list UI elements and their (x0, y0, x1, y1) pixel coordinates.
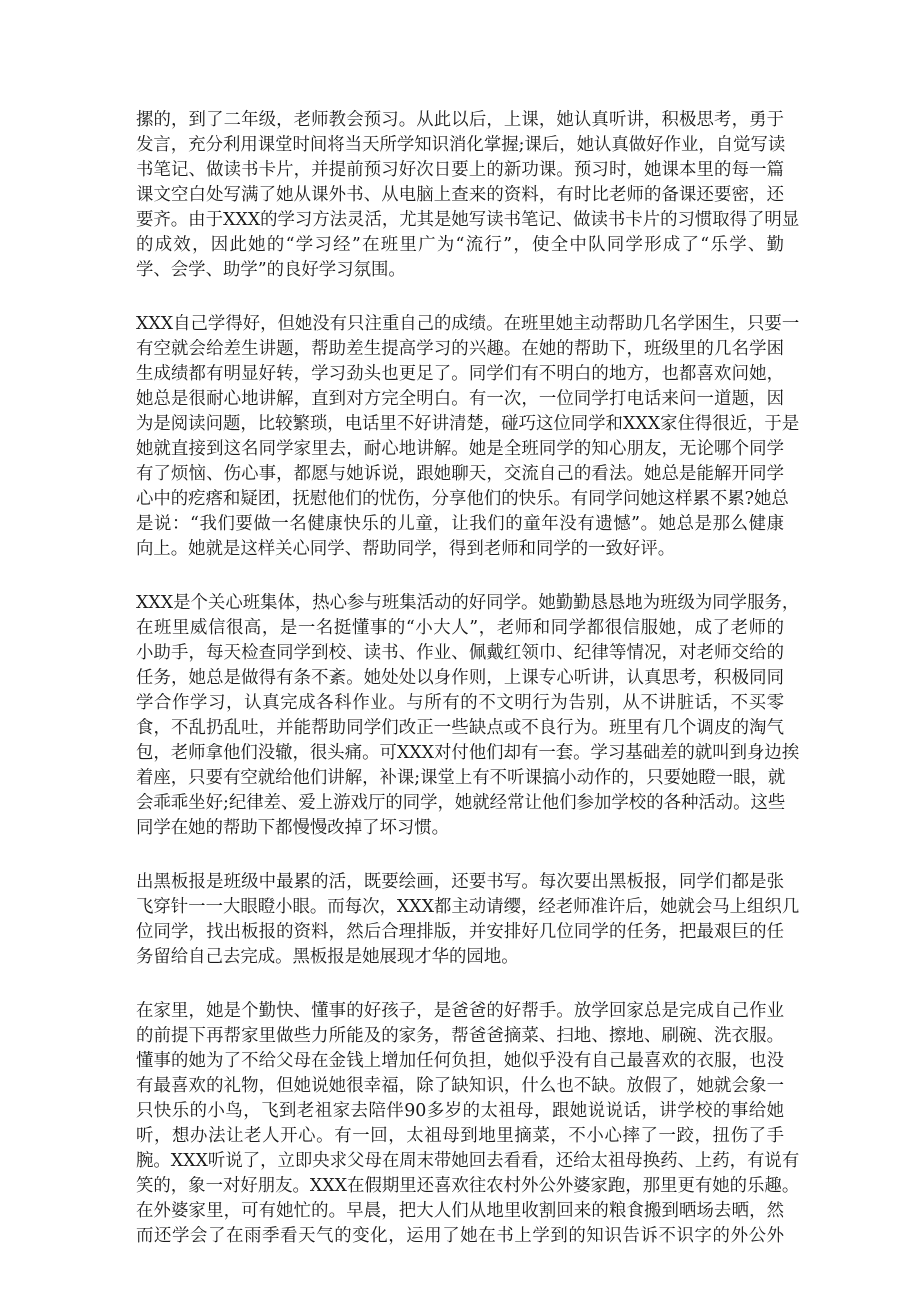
text-line: 有最喜欢的礼物，但她说她很幸福，除了缺知识，什么也不缺。放假了，她就会象一 (136, 1076, 784, 1096)
text-line: 有了烦恼、伤心事，都愿与她诉说，跟她聊天，交流自己的看法。她总是能解开同学 (136, 464, 784, 484)
text-line: 有空就会给差生讲题，帮助差生提高学习的兴趣。在她的帮助下，班级里的几名学困 (136, 339, 784, 359)
text-line: 为是阅读问题，比较繁琐，电话里不好讲清楚，碰巧这位同学和XXX家住得很近，于是 (136, 414, 800, 434)
text-line: 向上。她就是这样关心同学、帮助同学，得到老师和同学的一致好评。 (136, 539, 676, 559)
text-line: 她就直接到这名同学家里去，耐心地讲解。她是全班同学的知心朋友，无论哪个同学 (136, 439, 784, 459)
text-line: 在班里威信很高，是一名挺懂事的“小大人”，老师和同学都很信服她，成了老师的 (136, 618, 784, 638)
text-line: 心中的疙瘩和疑团，抚慰他们的忧伤，分享他们的快乐。有同学问她这样累不累?她总 (136, 489, 789, 509)
paragraph-helping-classmates (136, 312, 800, 562)
text-line: 听，想办法让老人开心。有一回，太祖母到地里摘菜，不小心摔了一跤，扭伤了手 (136, 1126, 784, 1146)
paragraph-at-home (136, 999, 800, 1249)
paragraph-blackboard (136, 870, 800, 970)
text-line: 发言，充分利用课堂时间将当天所学知识消化掌握;课后，她认真做好作业，自觉写读 (136, 135, 786, 155)
text-line: XXX是个关心班集体，热心参与班集活动的好同学。她勤勤恳恳地为班级为同学服务， (136, 593, 800, 613)
text-line: 课文空白处写满了她从课外书、从电脑上查来的资料，有时比老师的备课还要密，还 (136, 185, 784, 205)
text-line: 的成效，因此她的“学习经”在班里广为“流行”，使全中队同学形成了“乐学、勤 (136, 235, 784, 255)
text-line: 着座，只要有空就给他们讲解，补课;课堂上有不听课搞小动作的，只要她瞪一眼，就 (136, 768, 786, 788)
text-line: 务留给自己去完成。黑板报是她展现才华的园地。 (136, 947, 519, 967)
text-line: 任务，她总是做得有条不紊。她处处以身作则，上课专心听讲，认真思考，积极同同 (136, 668, 784, 688)
text-line: 而还学会了在雨季看天气的变化，运用了她在书上学到的知识告诉不识字的外公外 (136, 1226, 784, 1246)
text-line: 出黑板报是班级中最累的活，既要绘画，还要书写。每次要出黑板报，同学们都是张 (136, 872, 784, 892)
text-line: 要齐。由于XXX的学习方法灵活，尤其是她写读书笔记、做读书卡片的习惯取得了明显 (136, 210, 800, 230)
text-line: 书笔记、做读书卡片，并提前预习好次日要上的新功课。预习时，她课本里的每一篇 (136, 160, 784, 180)
text-line: 会乖乖坐好;纪律差、爱上游戏厅的同学，她就经常让他们参加学校的各种活动。这些 (136, 793, 786, 813)
text-line: 只快乐的小鸟，飞到老祖家去陪伴90多岁的太祖母，跟她说说话，讲学校的事给她 (136, 1101, 784, 1121)
text-line: 学、会学、助学”的良好学习氛围。 (136, 260, 406, 280)
paragraph-study-method (136, 108, 800, 283)
text-line: 位同学，找出板报的资料，然后合理排版，并安排好几位同学的任务，把最艰巨的任 (136, 922, 784, 942)
text-line: 包，老师拿他们没辙，很头痛。可XXX对付他们却有一套。学习基础差的就叫到身边挨 (136, 743, 800, 763)
text-line: 她总是很耐心地讲解，直到对方完全明白。有一次，一位同学打电话来问一道题，因 (136, 389, 784, 409)
text-line: 在外婆家里，可有她忙的。早晨，把大人们从地里收割回来的粮食搬到晒场去晒，然 (136, 1201, 784, 1221)
text-line: 飞穿针一一大眼瞪小眼。而每次，XXX都主动请缨，经老师准许后，她就会马上组织几 (136, 897, 800, 917)
text-line: 的前提下再帮家里做些力所能及的家务，帮爸爸摘菜、扫地、擦地、刷碗、洗衣服。 (136, 1026, 784, 1046)
text-line: 腕。XXX听说了，立即央求父母在周末带她回去看看，还给太祖母换药、上药，有说有 (136, 1151, 800, 1171)
text-line: 学合作学习，认真完成各科作业。与所有的不文明行为告别，从不讲脏话，不买零 (136, 693, 784, 713)
text-line: 食，不乱扔乱吐，并能帮助同学们改正一些缺点或不良行为。班里有几个调皮的淘气 (136, 718, 784, 738)
text-line: 摞的，到了二年级，老师教会预习。从此以后，上课，她认真听讲，积极思考，勇于 (136, 110, 784, 130)
text-line: 生成绩都有明显好转，学习劲头也更足了。同学们有不明白的地方，也都喜欢问她， (136, 364, 784, 384)
text-line: 笑的，象一对好朋友。XXX在假期里还喜欢往农村外公外婆家跑，那里更有她的乐趣。 (136, 1176, 800, 1196)
text-line: 懂事的她为了不给父母在金钱上增加任何负担，她似乎没有自己最喜欢的衣服，也没 (136, 1051, 784, 1071)
document-page (136, 108, 800, 1278)
text-line: 是说：“我们要做一名健康快乐的儿童，让我们的童年没有遗憾”。她总是那么健康 (136, 514, 784, 534)
text-line: 同学在她的帮助下都慢慢改掉了坏习惯。 (136, 818, 450, 838)
paragraph-class-collective (136, 591, 800, 841)
text-line: 小助手，每天检查同学到校、读书、作业、佩戴红领巾、纪律等情况，对老师交给的 (136, 643, 784, 663)
text-line: 在家里，她是个勤快、懂事的好孩子，是爸爸的好帮手。放学回家总是完成自己作业 (136, 1001, 784, 1021)
text-line: XXX自己学得好，但她没有只注重自己的成绩。在班里她主动帮助几名学困生，只要一 (136, 314, 800, 334)
